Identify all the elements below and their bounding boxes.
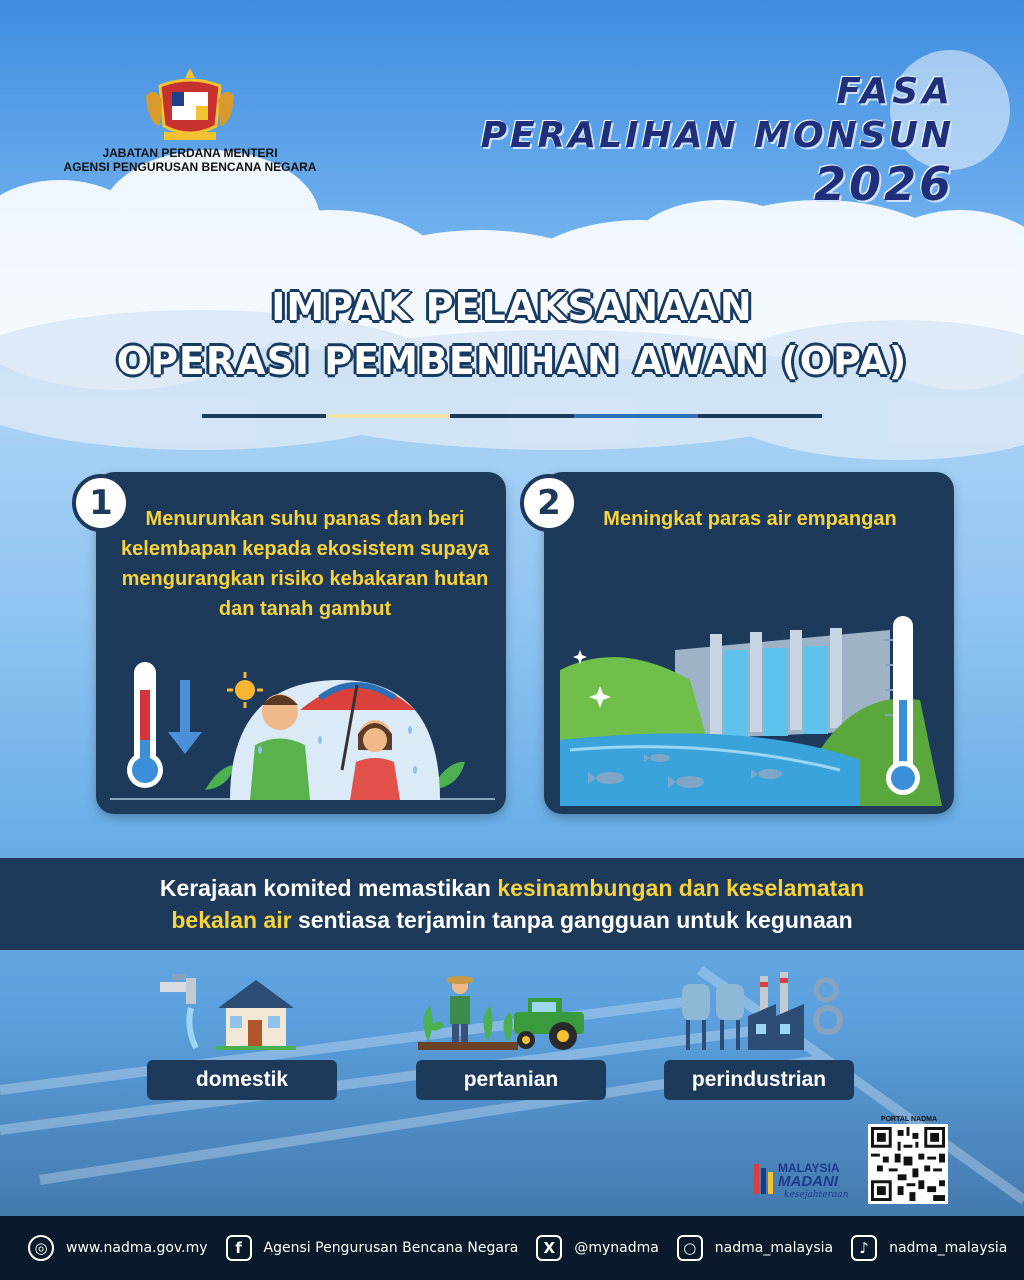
facebook-icon: f <box>226 1235 252 1261</box>
title-divider <box>202 414 822 418</box>
instagram-icon: ○ <box>677 1235 703 1261</box>
footer-facebook[interactable] <box>226 1235 519 1261</box>
sun-icon <box>227 672 263 708</box>
tap-house-icon <box>156 968 296 1052</box>
agency-name <box>50 146 330 174</box>
impact-number-2: 2 <box>520 474 578 532</box>
madani-text-line2: MADANI <box>778 1173 838 1190</box>
madani-text-line1: MALAYSIA <box>778 1161 840 1175</box>
tiktok-icon: ♪ <box>851 1235 877 1261</box>
footer-x-text: @mynadma <box>574 1240 659 1256</box>
phase-line2: PERALIHAN MONSUN <box>480 115 954 156</box>
factory-icon <box>676 968 846 1052</box>
footer-website[interactable] <box>28 1235 208 1261</box>
phase-title <box>481 70 954 210</box>
main-title-line2: OPERASI PEMBENIHAN AWAN (OPA) <box>116 339 908 383</box>
banner-text-part1: Kerajaan komited memastikan <box>159 875 498 901</box>
cooling-illustration <box>110 650 495 805</box>
use-label-agriculture: pertanian <box>416 1060 606 1100</box>
footer-website-text: www.nadma.gov.my <box>66 1240 208 1256</box>
farmer-tractor-icon <box>418 968 588 1052</box>
footer-instagram-text: nadma_malaysia <box>714 1240 834 1256</box>
impact-text-1: Menurunkan suhu panas dan beri kelembapan kepada ekosistem supaya mengurangkan risiko kebakaran hutan dan tanah gambut <box>121 508 489 620</box>
arrow-down-icon <box>168 680 202 754</box>
footer-instagram[interactable] <box>677 1235 833 1261</box>
main-title-line1: IMPAK PELAKSANAAN <box>271 285 753 329</box>
footer-facebook-text: Agensi Pengurusan Bencana Negara <box>263 1240 519 1256</box>
impact-text-2: Meningkat paras air empangan <box>603 508 897 530</box>
agency-line2: AGENSI PENGURUSAN BENCANA NEGARA <box>63 160 317 174</box>
agency-line1: JABATAN PERDANA MENTERI <box>102 146 278 160</box>
phase-year: 2026 <box>813 157 954 211</box>
qr-code[interactable] <box>868 1124 948 1204</box>
footer-tiktok-text: nadma_malaysia <box>889 1240 1008 1256</box>
coat-of-arms-logo <box>140 66 240 146</box>
social-footer <box>0 1216 1024 1280</box>
x-icon: X <box>536 1235 562 1261</box>
use-label-industrial: perindustrian <box>664 1060 854 1100</box>
phase-line1: FASA <box>836 71 954 112</box>
malaysia-madani-logo <box>752 1160 774 1200</box>
banner-highlight1: kesinambungan dan keselamatan <box>497 875 865 901</box>
banner-line2 <box>0 904 1024 936</box>
footer-x[interactable] <box>536 1235 658 1261</box>
footer-tiktok[interactable] <box>851 1235 1007 1261</box>
commitment-banner <box>0 858 1024 950</box>
use-label-domestic: domestik <box>147 1060 337 1100</box>
dam-illustration <box>560 610 942 806</box>
thermometer-icon <box>127 662 163 788</box>
banner-highlight2: bekalan air <box>171 907 292 933</box>
madani-text-line3: kesejahteraan <box>784 1190 849 1200</box>
banner-line1 <box>0 872 1024 904</box>
globe-icon: ◎ <box>28 1235 54 1261</box>
qr-label: PORTAL NADMA <box>880 1116 938 1123</box>
impact-number-1: 1 <box>72 474 130 532</box>
banner-text-part2: sentiasa terjamin tanpa gangguan untuk kegunaan <box>291 907 853 933</box>
